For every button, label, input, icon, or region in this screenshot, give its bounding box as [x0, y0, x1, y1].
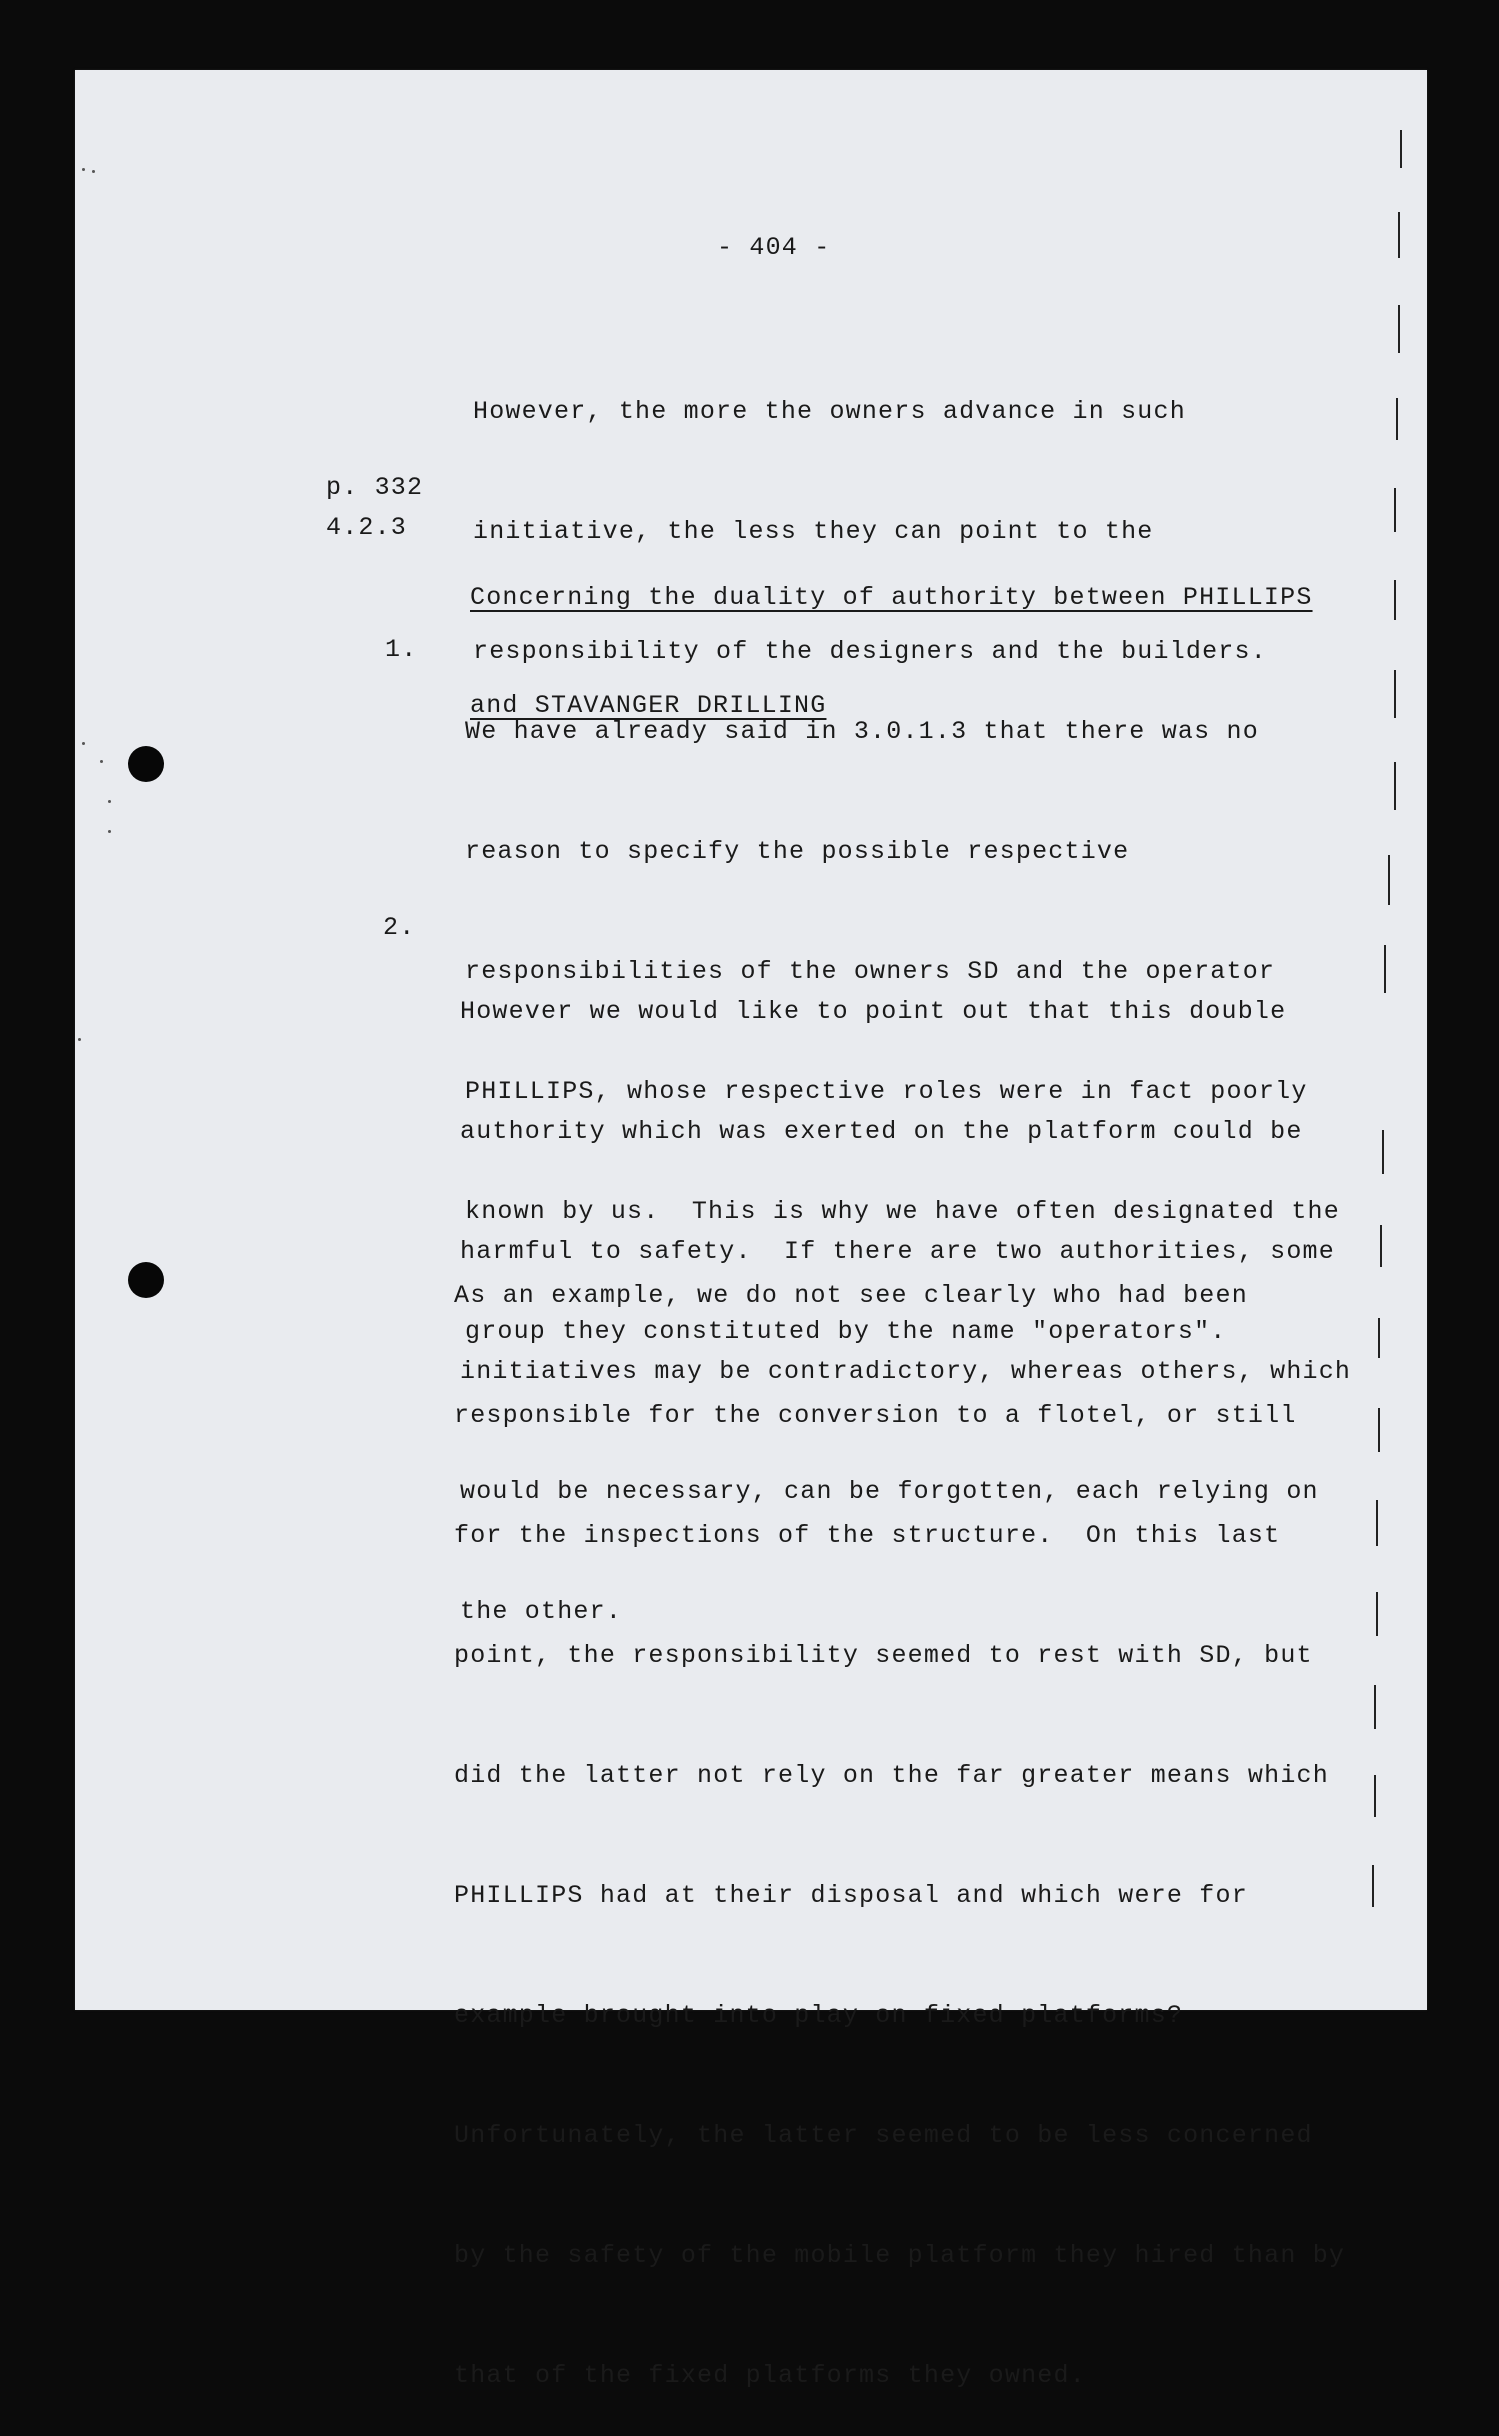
scan-speck: [82, 742, 85, 745]
example-line: that of the fixed platforms they owned.: [454, 2361, 1086, 2390]
example-line: responsible for the conversion to a flotel, or still: [454, 1401, 1297, 1430]
margin-mark: [1378, 1408, 1380, 1452]
item-line: the other.: [460, 1597, 623, 1626]
item-line: group they constituted by the name "operators".: [465, 1317, 1227, 1346]
example-line: As an example, we do not see clearly who had been: [454, 1281, 1248, 1310]
margin-mark: [1394, 488, 1396, 532]
page-reference: p. 332: [326, 473, 424, 502]
example-line: did the latter not rely on the far greater means which: [454, 1761, 1329, 1790]
item-line: However we would like to point out that this double: [460, 997, 1287, 1026]
item-line: authority which was exerted on the platform could be: [460, 1117, 1303, 1146]
item-line: initiatives may be contradictory, whereas others, which: [460, 1357, 1352, 1386]
margin-mark: [1374, 1775, 1376, 1817]
example-paragraph: [454, 1196, 1345, 2436]
punch-hole: [128, 746, 164, 782]
margin-mark: [1398, 212, 1400, 258]
item-line: PHILLIPS, whose respective roles were in fact poorly: [465, 1077, 1308, 1106]
example-line: Unfortunately, the latter seemed to be less concerned: [454, 2121, 1313, 2150]
section-heading-line: and STAVANGER DRILLING: [470, 691, 827, 720]
intro-line: initiative, the less they can point to the: [473, 517, 1154, 546]
item-line: harmful to safety. If there are two authorities, some: [460, 1237, 1335, 1266]
example-line: point, the responsibility seemed to rest with SD, but: [454, 1641, 1313, 1670]
margin-mark: [1382, 1130, 1384, 1174]
margin-mark: [1376, 1500, 1378, 1546]
scan-speck: [92, 170, 95, 173]
example-line: by the safety of the mobile platform they hired than by: [454, 2241, 1346, 2270]
scan-speck: [108, 830, 111, 833]
section-heading-line: Concerning the duality of authority between PHILLIPS: [470, 583, 1313, 612]
margin-mark: [1380, 1225, 1382, 1267]
margin-mark: [1372, 1865, 1374, 1907]
intro-line: However, the more the owners advance in such: [473, 397, 1186, 426]
margin-mark: [1374, 1685, 1376, 1729]
scan-speck: [100, 760, 103, 763]
margin-mark: [1378, 1318, 1380, 1358]
margin-mark: [1394, 762, 1396, 810]
margin-mark: [1384, 945, 1386, 993]
page-number: - 404 -: [717, 233, 831, 262]
item-number: 2.: [383, 913, 416, 942]
scan-speck: [108, 800, 111, 803]
scan-speck: [82, 168, 85, 171]
item-line: We have already said in 3.0.1.3 that there was no: [465, 717, 1259, 746]
margin-mark: [1394, 580, 1396, 620]
example-line: PHILLIPS had at their disposal and which were for: [454, 1881, 1248, 1910]
margin-mark: [1388, 855, 1390, 905]
margin-mark: [1394, 670, 1396, 718]
margin-mark: [1398, 305, 1400, 353]
scan-speck: [78, 1038, 81, 1041]
margin-mark: [1376, 1592, 1378, 1636]
intro-line: responsibility of the designers and the builders.: [473, 637, 1267, 666]
example-line: for the inspections of the structure. On this last: [454, 1521, 1281, 1550]
item-line: reason to specify the possible respective: [465, 837, 1130, 866]
punch-hole: [128, 1262, 164, 1298]
section-number: 4.2.3: [326, 513, 408, 542]
item-line: would be necessary, can be forgotten, each relying on: [460, 1477, 1319, 1506]
item-number: 1.: [385, 635, 418, 664]
item-line: known by us. This is why we have often designated the: [465, 1197, 1340, 1226]
margin-mark: [1396, 398, 1398, 440]
example-line: example brought into play on fixed platforms?: [454, 2001, 1184, 2030]
item-line: responsibilities of the owners SD and the operator: [465, 957, 1276, 986]
margin-mark: [1400, 130, 1402, 168]
